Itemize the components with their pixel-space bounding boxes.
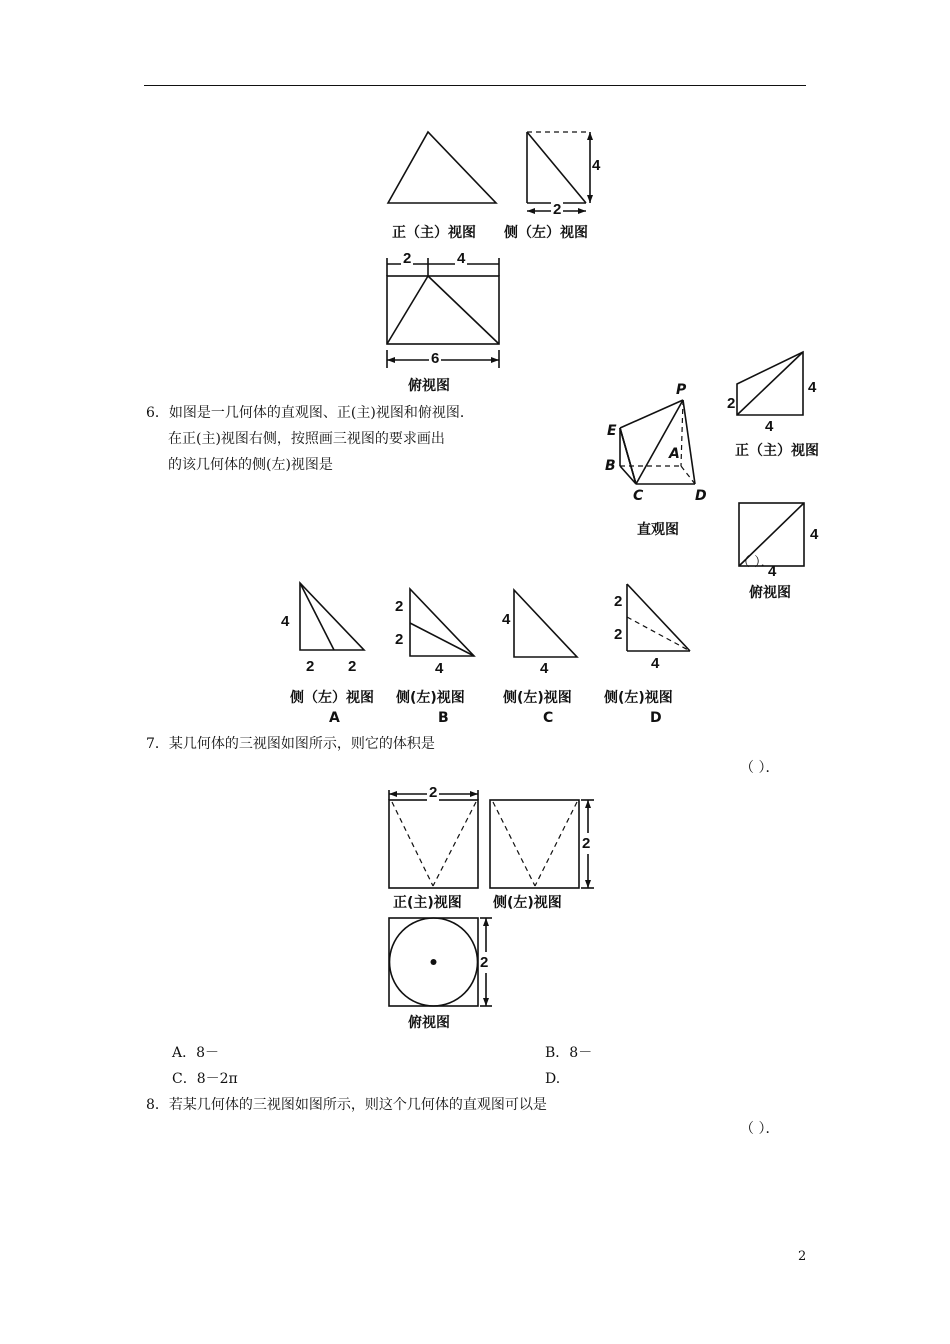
fig5-dim-side-h: 4 bbox=[592, 157, 601, 174]
q6-vertex-D: D bbox=[695, 488, 707, 504]
q6-vertex-P: P bbox=[676, 382, 687, 398]
q7-choice-B[interactable]: B．8－ bbox=[545, 1045, 593, 1061]
q7-dim-top-h: 2 bbox=[480, 954, 489, 971]
q7-dim-side-h: 2 bbox=[582, 835, 591, 852]
optB-dim-h2: 2 bbox=[395, 631, 404, 648]
q6-top-dim-bottom: 4 bbox=[768, 563, 777, 580]
optD-dim-h2: 2 bbox=[614, 626, 623, 643]
q6-vertex-E: E bbox=[607, 423, 617, 439]
optA-caption: 侧（左）视图 bbox=[290, 690, 374, 706]
q8-paren[interactable]: （ ）． bbox=[740, 1121, 780, 1137]
page-number: 2 bbox=[798, 1249, 807, 1264]
optA-dim-b2: 2 bbox=[348, 658, 357, 675]
optC-letter[interactable]: C bbox=[543, 710, 554, 726]
optD-letter[interactable]: D bbox=[650, 710, 662, 726]
q7-choice-D[interactable]: D. bbox=[545, 1071, 561, 1087]
fig5-dim-top-a: 2 bbox=[403, 250, 412, 267]
fig5-side-caption: 侧（左）视图 bbox=[504, 225, 588, 241]
optB-dim-b: 4 bbox=[435, 660, 444, 677]
q6-top-caption: 俯视图 bbox=[749, 585, 791, 601]
q6-line2: 在正(主)视图右侧，按照画三视图的要求画出 bbox=[168, 431, 445, 447]
fig5-dim-top-b: 4 bbox=[457, 250, 466, 267]
optB-dim-h1: 2 bbox=[395, 598, 404, 615]
fig5-top-caption: 俯视图 bbox=[408, 378, 450, 394]
q6-top-dim-right: 4 bbox=[810, 526, 819, 543]
q6-vertex-C: C bbox=[633, 488, 644, 504]
optB-letter[interactable]: B bbox=[438, 710, 449, 726]
q7-paren[interactable]: （ ）． bbox=[740, 760, 780, 776]
q6-front-dim-right: 4 bbox=[808, 379, 817, 396]
q8-stem: 8．若某几何体的三视图如图所示，则这个几何体的直观图可以是 bbox=[146, 1097, 547, 1113]
q7-choice-A[interactable]: A．8－ bbox=[172, 1045, 220, 1061]
fig5-dim-top-w: 6 bbox=[431, 350, 440, 367]
optC-caption: 侧(左)视图 bbox=[503, 690, 572, 706]
q7-dim-front-w: 2 bbox=[429, 784, 438, 801]
q6-vertex-B: B bbox=[605, 458, 616, 474]
fig5-dim-side-w: 2 bbox=[553, 201, 562, 218]
q6-front-dim-bottom: 4 bbox=[765, 418, 774, 435]
optB-caption: 侧(左)视图 bbox=[396, 690, 465, 706]
q7-stem: 7．某几何体的三视图如图所示，则它的体积是 bbox=[146, 736, 435, 752]
optD-caption: 侧(左)视图 bbox=[604, 690, 673, 706]
q7-choice-C[interactable]: C．8－2π bbox=[172, 1071, 238, 1087]
optA-letter[interactable]: A bbox=[329, 710, 340, 726]
q6-top-paren-text: （ ）． bbox=[737, 555, 774, 570]
optA-dim-b1: 2 bbox=[306, 658, 315, 675]
q7-top-caption: 俯视图 bbox=[408, 1015, 450, 1031]
q6-line1: 6．如图是一几何体的直观图、正(主)视图和俯视图． bbox=[146, 405, 474, 421]
optD-dim-b: 4 bbox=[651, 655, 660, 672]
fig5-front-caption: 正（主）视图 bbox=[392, 225, 476, 241]
q6-vertex-A: A bbox=[669, 446, 680, 462]
q7-front-caption: 正(主)视图 bbox=[393, 895, 462, 911]
optC-dim-h: 4 bbox=[502, 611, 511, 628]
q6-solid-caption: 直观图 bbox=[637, 522, 679, 538]
optC-dim-b: 4 bbox=[540, 660, 549, 677]
q6-front-dim-left: 2 bbox=[727, 395, 736, 412]
q7-side-caption: 侧(左)视图 bbox=[493, 895, 562, 911]
q6-line3: 的该几何体的侧(左)视图是 bbox=[168, 457, 333, 473]
q6-front-caption: 正（主）视图 bbox=[735, 443, 819, 459]
optA-dim-h: 4 bbox=[281, 613, 290, 630]
optD-dim-h1: 2 bbox=[614, 593, 623, 610]
